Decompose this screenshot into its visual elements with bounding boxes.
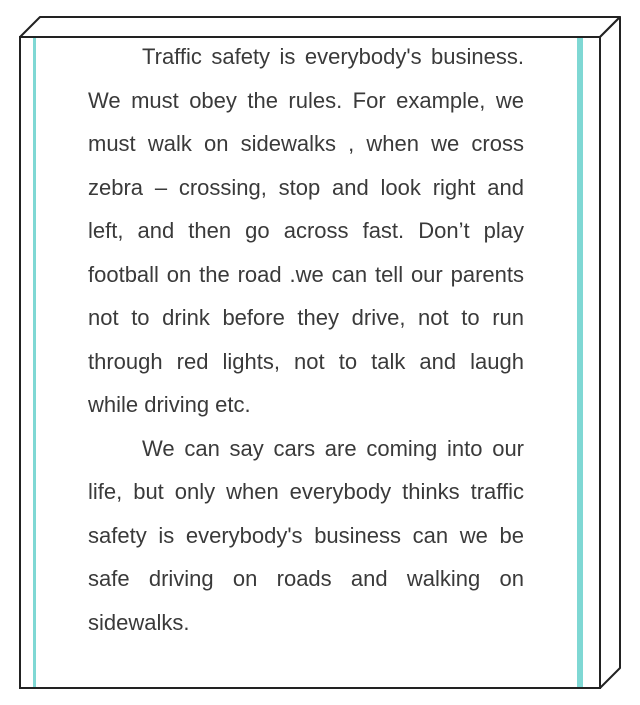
right-accent-stripe bbox=[577, 38, 583, 687]
paragraph-2: We can say cars are coming into our life, but only when everybody thinks traffic safety is everybody's business can we be safe driving on roads and walking on sidewalks. bbox=[88, 435, 524, 635]
passage-text bbox=[88, 35, 524, 644]
left-accent-stripe bbox=[33, 38, 36, 687]
paragraph-1: Traffic safety is everybody's business. We must obey the rules. For example, we must walk on sidewalks , when we cross zebra – crossing, stop and look right and left, and then go across fast. Don’t play football on the road .we can tell our parents not to drink before they drive, not to run through red lights, not to talk and laugh while driving etc. bbox=[88, 44, 524, 417]
